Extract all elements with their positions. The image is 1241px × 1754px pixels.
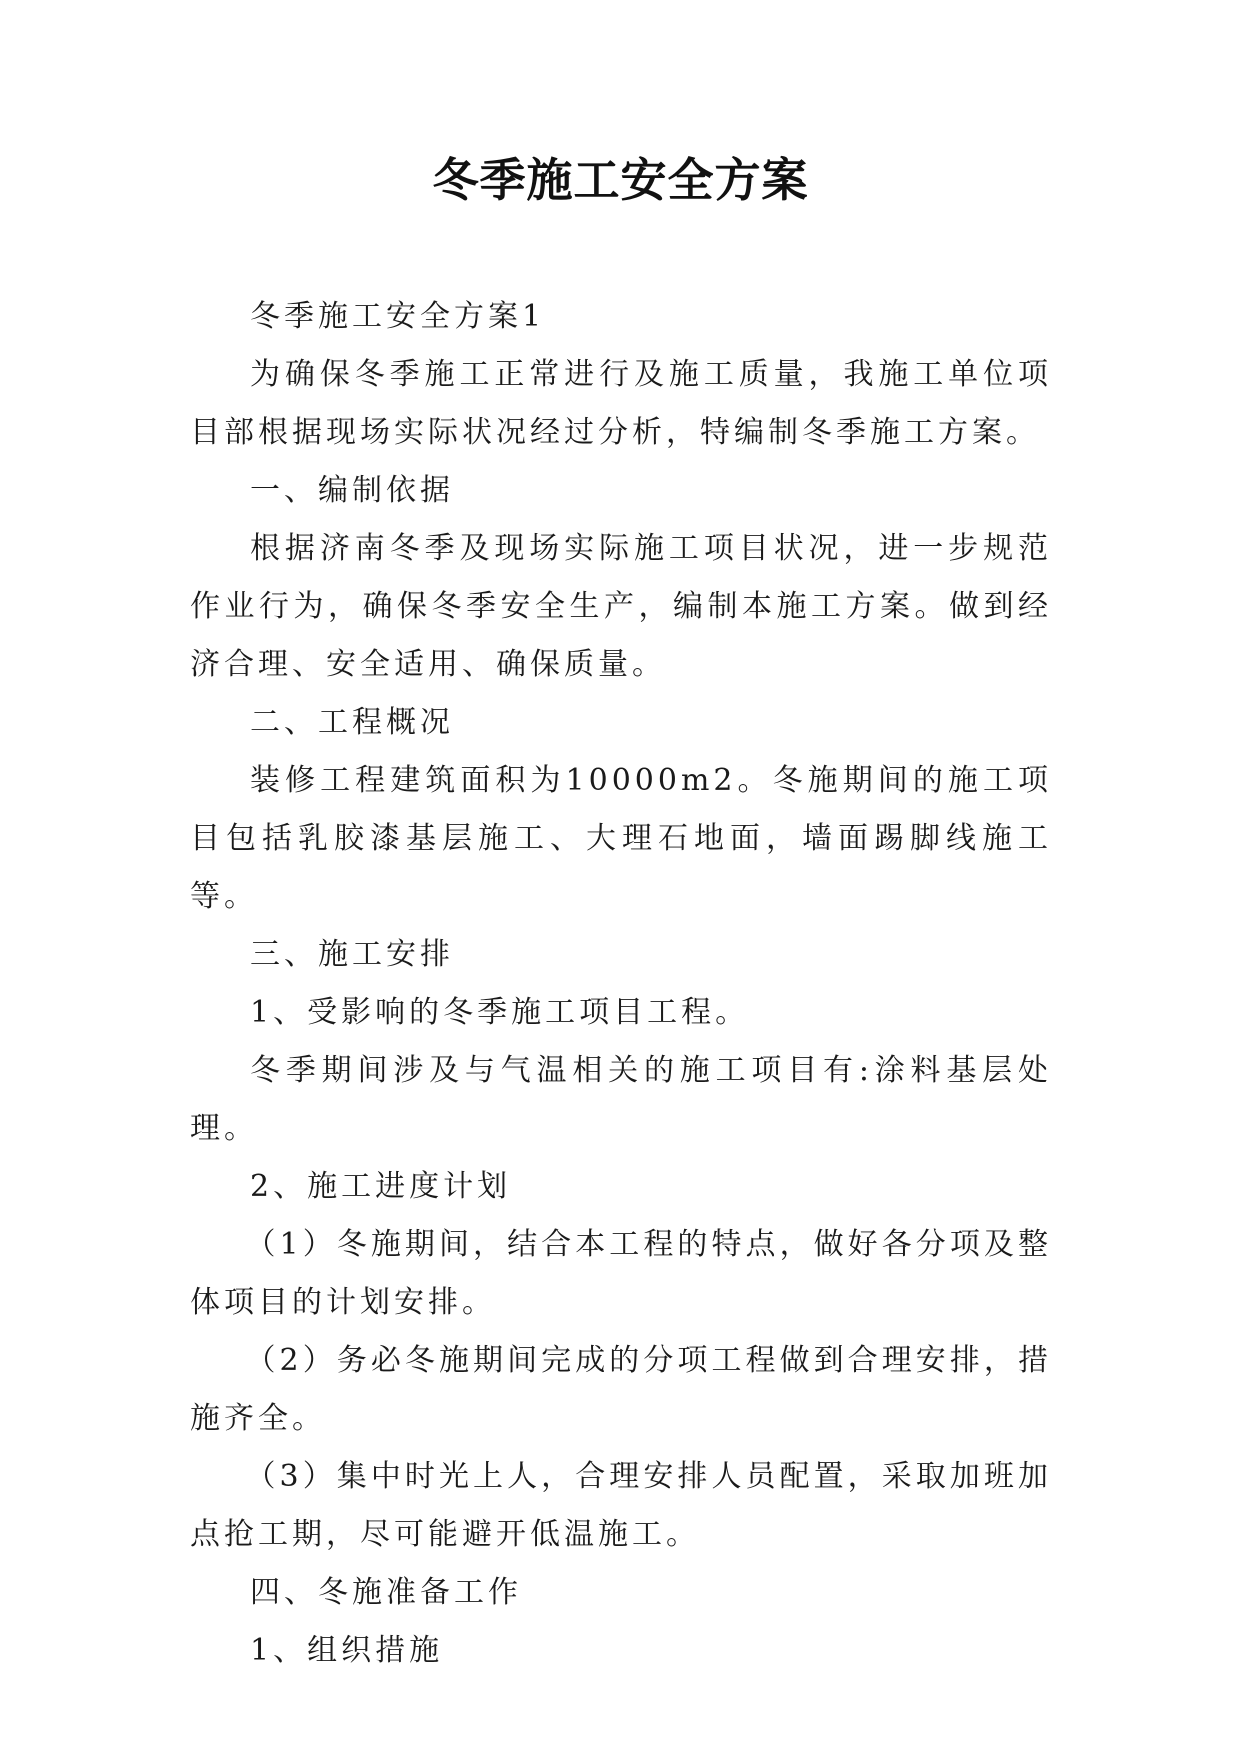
subheading-affected-items: 1、受影响的冬季施工项目工程。: [250, 995, 750, 1030]
subheading-organization: 1、组织措施: [250, 1633, 444, 1668]
paragraph-intro: 为确保冬季施工正常进行及施工质量，我施工单位项目部根据现场实际状况经过分析，特编制冬季施工方案。: [190, 357, 1052, 450]
document-body: [190, 288, 1052, 1680]
paragraph-subtitle: 冬季施工安全方案1: [250, 299, 546, 334]
paragraph-schedule-2: （2）务必冬施期间完成的分项工程做到合理安排，措施齐全。: [190, 1343, 1052, 1436]
section-heading-arrangement: 三、施工安排: [250, 937, 454, 972]
document-title: 冬季施工安全方案: [432, 153, 809, 207]
paragraph-basis: 根据济南冬季及现场实际施工项目状况，进一步规范作业行为，确保冬季安全生产，编制本施工方案。做到经济合理、安全适用、确保质量。: [190, 531, 1052, 682]
section-heading-basis: 一、编制依据: [250, 473, 454, 508]
paragraph-schedule-1: （1）冬施期间，结合本工程的特点，做好各分项及整体项目的计划安排。: [190, 1227, 1052, 1320]
paragraph-affected-items: 冬季期间涉及与气温相关的施工项目有:涂料基层处理。: [190, 1053, 1052, 1146]
paragraph-schedule-3: （3）集中时光上人，合理安排人员配置，采取加班加点抢工期，尽可能避开低温施工。: [190, 1459, 1052, 1552]
section-heading-overview: 二、工程概况: [250, 705, 454, 740]
paragraph-overview: 装修工程建筑面积为10000m2。冬施期间的施工项目包括乳胶漆基层施工、大理石地面，墙面踢脚线施工等。: [190, 763, 1052, 914]
section-heading-preparation: 四、冬施准备工作: [250, 1575, 522, 1610]
subheading-schedule: 2、施工进度计划: [250, 1169, 512, 1204]
